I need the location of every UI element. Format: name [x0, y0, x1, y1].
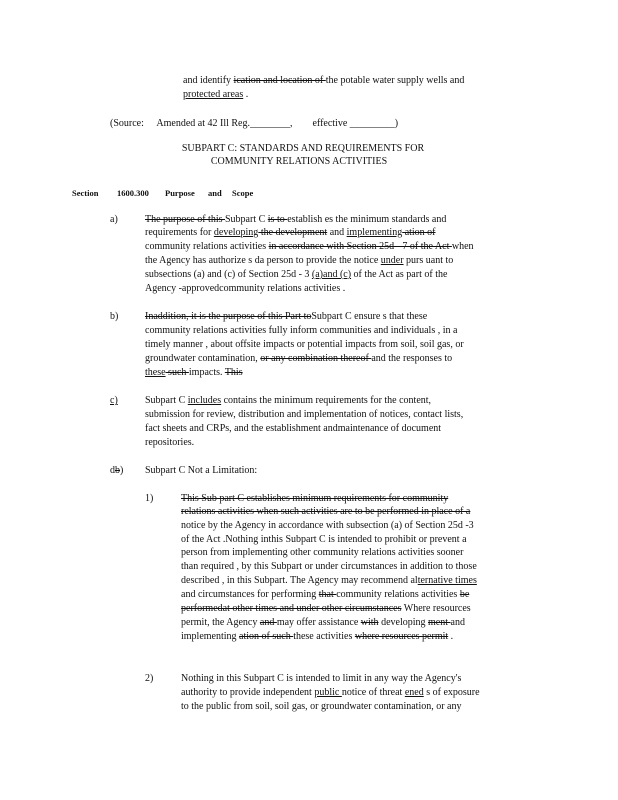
deleted-text: is to	[267, 214, 288, 225]
text-run: person from implementing other community relations activities sooner	[181, 547, 464, 558]
deleted-text: in accordance with Section 25d - 7 of the Act	[268, 241, 452, 252]
text-run: impacts.	[188, 367, 225, 378]
deleted-text: This	[224, 367, 243, 378]
text-run: and	[327, 227, 347, 238]
subsection-heading: Subpart C Not a Limitation:	[145, 465, 258, 476]
text-run: of the Act as part of the	[351, 269, 448, 280]
text-line	[181, 520, 474, 532]
text-run: of the Act .Nothing inthis Subpart C is intended to prohibit or prevent a	[181, 534, 467, 545]
text-run: subsections (a) and (c) of Section 25d - 3	[145, 269, 312, 280]
text-line	[145, 269, 447, 281]
text-line	[181, 575, 477, 587]
inserted-text: these	[145, 367, 166, 378]
text-line	[181, 617, 465, 629]
text-line	[145, 367, 243, 379]
text-line	[145, 395, 431, 407]
text-run: d	[110, 465, 115, 476]
text-line	[145, 325, 457, 337]
text-line	[181, 493, 448, 505]
section-label: Section	[72, 188, 99, 198]
text-run: the potable water supply wells and	[325, 75, 465, 86]
paragraph-label	[110, 465, 123, 477]
text-line	[181, 701, 462, 713]
text-line	[145, 255, 453, 267]
inserted-text: under	[380, 255, 404, 266]
text-line	[145, 409, 463, 421]
deleted-text: The purpose of this	[145, 214, 225, 225]
text-run: Subpart C ensure s that these	[311, 311, 428, 322]
deleted-text: ation of such	[239, 631, 294, 642]
inserted-text: includes	[187, 395, 222, 406]
text-run: and circumstances for performing	[181, 589, 319, 600]
text-line	[181, 506, 470, 518]
subpart-title-line-1: SUBPART C: STANDARDS AND REQUIREMENTS FOR	[181, 143, 425, 154]
text-run: )	[120, 465, 124, 476]
paragraph-label: b)	[110, 311, 119, 322]
text-run: Amended at 42 Ill Reg.________,	[156, 118, 293, 129]
text-run: when	[451, 241, 474, 252]
text-run: permit, the Agency	[181, 617, 260, 628]
text-run: implementing	[181, 631, 240, 642]
deleted-text: relations activities when such activities are to be performed in place of a	[181, 506, 471, 517]
text-run: community relations activities fully inform communities and individuals , in a	[145, 325, 458, 336]
text-line	[181, 534, 467, 546]
text-run: Subpart C	[225, 214, 268, 225]
text-run: (Source:	[110, 118, 144, 129]
text-run: .	[448, 631, 454, 642]
text-line	[181, 603, 471, 615]
text-line	[145, 437, 194, 449]
deleted-text: and	[259, 617, 277, 628]
deleted-text: performedat other times and under other circumstances	[181, 603, 402, 614]
text-run: establish es the minimum standards and	[287, 214, 447, 225]
text-run: may offer assistance	[276, 617, 361, 628]
text-run: repositories.	[145, 437, 195, 448]
inserted-text: (a)and (c)	[311, 269, 352, 280]
text-run: submission for review, distribution and implementation of notices, contact lists,	[145, 409, 464, 420]
text-line	[145, 227, 436, 239]
text-line	[145, 353, 452, 365]
deleted-text: Inaddition, it is the purpose of this Part to	[145, 311, 312, 322]
text-run: and identify	[183, 75, 234, 86]
text-run: community relations activities	[145, 241, 269, 252]
deleted-text: with	[360, 617, 379, 628]
deleted-text: such	[165, 367, 189, 378]
section-title-word: Purpose	[165, 188, 195, 198]
inserted-text: ternative times	[417, 575, 477, 586]
deleted-text: that	[318, 589, 337, 600]
text-line	[181, 687, 480, 699]
source-note	[110, 118, 398, 130]
text-run: the Agency has authorize s da person to provide the notice	[145, 255, 381, 266]
text-run: purs uant to	[403, 255, 454, 266]
text-line	[145, 214, 446, 226]
text-line	[145, 339, 464, 351]
text-run: and	[450, 617, 465, 628]
inserted-text: public	[314, 687, 342, 698]
text-run: groundwater contamination,	[145, 353, 261, 364]
inserted-text: protected areas	[183, 89, 244, 100]
deleted-text: be	[459, 589, 470, 600]
text-run: authority to provide independent	[181, 687, 315, 698]
deleted-text: the development	[258, 227, 328, 238]
text-line	[181, 589, 469, 601]
text-run: fact sheets and CRPs, and the establishment andmaintenance of document	[145, 423, 442, 434]
text-line	[181, 547, 463, 559]
text-run: requirements for	[145, 227, 214, 238]
text-run: these activities	[293, 631, 355, 642]
paragraph-label: c)	[110, 395, 118, 406]
text-run: .	[243, 89, 249, 100]
text-line	[145, 423, 441, 435]
inserted-text: developing	[213, 227, 259, 238]
text-run: Agency -approvedcommunity relations activities .	[145, 283, 346, 294]
section-title-word: Scope	[232, 188, 254, 198]
deleted-text: This Sub part C establishes minimum requirements for community	[181, 493, 449, 504]
subpart-title-line-2: COMMUNITY RELATIONS ACTIVITIES	[210, 156, 388, 167]
text-line	[181, 561, 477, 573]
deleted-text: ication and location of	[233, 75, 326, 86]
text-line	[145, 283, 345, 295]
text-run: Nothing in this Subpart C is intended to limit in any way the Agency's	[181, 673, 462, 684]
text-line	[145, 241, 474, 253]
text-run: to the public from soil, soil gas, or groundwater contamination, or any	[181, 701, 462, 712]
text-run: than required , by this Subpart or under circumstances in addition to those	[181, 561, 477, 572]
deleted-text: or any combination thereof	[260, 353, 372, 364]
text-run: timely manner , about offsite impacts or potential impacts from soil, soil gas, or	[145, 339, 464, 350]
text-run: Where resources	[401, 603, 471, 614]
text-line	[181, 673, 461, 685]
text-run: and the responses to	[371, 353, 453, 364]
text-run: community relations activities	[336, 589, 460, 600]
inserted-text: implementing	[346, 227, 403, 238]
paragraph-label: a)	[110, 214, 118, 225]
text-line	[145, 311, 427, 323]
text-line	[181, 631, 453, 643]
paragraph-label: 2)	[145, 673, 154, 684]
text-run: effective _________)	[312, 118, 399, 129]
deleted-text: ment	[428, 617, 451, 628]
deleted-text: where resources permit	[354, 631, 449, 642]
text-line	[183, 75, 464, 87]
section-number: 1600.300	[117, 188, 149, 198]
deleted-text: ation of	[402, 227, 436, 238]
text-run: developing	[378, 617, 428, 628]
text-run: contains the minimum requirements for the content,	[221, 395, 432, 406]
section-title-word: and	[208, 188, 222, 198]
deleted-text: b	[115, 465, 120, 476]
text-run: notice by the Agency in accordance with subsection (a) of Section 25d -3	[181, 520, 474, 531]
text-line	[183, 89, 248, 101]
paragraph-label: 1)	[145, 493, 154, 504]
inserted-text: ened	[404, 687, 424, 698]
text-run: s of exposure	[423, 687, 480, 698]
text-run: described , in this Subpart. The Agency may recommend al	[181, 575, 418, 586]
text-run: notice of threat	[341, 687, 405, 698]
text-run: Subpart C	[145, 395, 188, 406]
